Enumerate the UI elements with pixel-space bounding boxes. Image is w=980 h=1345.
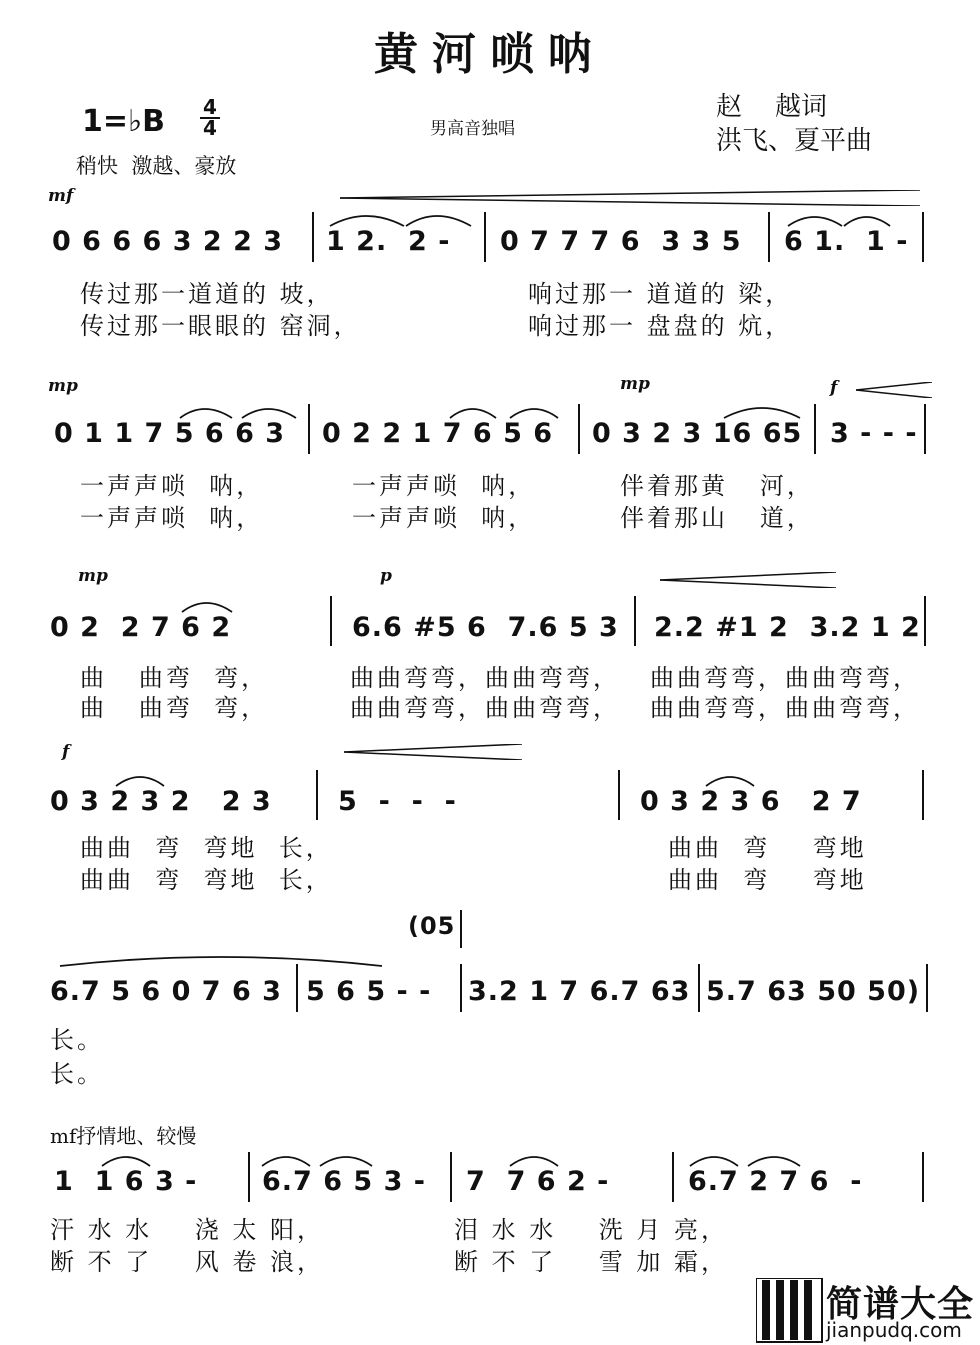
- measure-notes: 6.7 5 6 0 7 6 3: [50, 976, 282, 1007]
- measure-notes: 3 - - -: [830, 418, 918, 449]
- lyric-line-1: 伴着那黄 河，: [620, 472, 814, 500]
- measure-notes: 7 7 6 2 -: [466, 1166, 610, 1197]
- lyric-line-1: 一声声唢 呐，: [80, 472, 264, 500]
- lyric-line-2: 伴着那山 道，: [620, 504, 814, 532]
- measure-notes: 0 2 2 1 7 6 5 6: [322, 418, 554, 449]
- slur-mark: [176, 398, 306, 422]
- measure-notes: 6.7 6 5 3 -: [262, 1166, 426, 1197]
- measure-notes: 1 1 6 3 -: [54, 1166, 198, 1197]
- lyric-line-1: 长。: [50, 1026, 104, 1054]
- performance-type: 男高音独唱: [430, 119, 515, 139]
- lyric-line-2: 断 不 了 风 卷 浪，: [50, 1248, 325, 1276]
- lyric-line-1: 曲 曲弯 弯，: [80, 664, 269, 692]
- measure-notes: 0 3 2 3 16 65: [592, 418, 803, 449]
- section-marking: mf抒情地、较慢: [50, 1124, 197, 1148]
- lyric-line-2: 断 不 了 雪 加 霜，: [454, 1248, 729, 1276]
- lyric-line-1: 曲曲 弯 弯地 长，: [80, 834, 333, 862]
- dynamic-mark: f: [830, 378, 838, 398]
- watermark-url: jianpudq.com: [826, 1318, 962, 1342]
- slur-mark: [178, 592, 238, 616]
- measure-notes: 5 - - -: [338, 786, 457, 817]
- time-signature-top: 4: [203, 95, 217, 119]
- measure-notes: 2.2 #1 2 3.2 1 2: [654, 612, 921, 643]
- lyricist-credit: 赵 越词: [716, 92, 828, 122]
- dynamic-mark: mp: [78, 566, 108, 586]
- lyric-line-2: 一声声唢 呐，: [80, 504, 264, 532]
- slur-mark: [258, 1146, 378, 1170]
- slur-mark: [702, 766, 758, 790]
- lyric-line-1: 汗 水 水 浇 太 阳，: [50, 1216, 325, 1244]
- measure-notes: 5 6 5 - -: [306, 976, 432, 1007]
- measure-notes: 5.7 63 50 50): [706, 976, 921, 1007]
- slur-mark: [56, 950, 386, 970]
- tempo-marking: 稍快 激越、豪放: [76, 154, 237, 178]
- slur-mark: [506, 1146, 562, 1170]
- bracket-note: (05: [408, 912, 456, 940]
- crescendo-mark: [340, 190, 920, 206]
- crescendo-mark: [660, 572, 836, 588]
- time-signature: [200, 95, 220, 140]
- lyric-line-1: 泪 水 水 洗 月 亮，: [454, 1216, 729, 1244]
- measure-notes: 0 1 1 7 5 6 6 3: [54, 418, 286, 449]
- measure-notes: 0 7 7 7 6 3 3 5: [500, 226, 742, 257]
- lyric-line-1: 曲曲弯弯，曲曲弯弯，: [350, 664, 620, 692]
- lyric-line-1: 曲曲 弯 弯地: [668, 834, 867, 862]
- lyric-line-2: 曲曲弯弯，曲曲弯弯，: [350, 694, 620, 722]
- dynamic-mark: mf: [48, 186, 74, 206]
- lyric-line-2: 曲曲 弯 弯地: [668, 866, 867, 894]
- measure-notes: 6.7 2 7 6 -: [688, 1166, 863, 1197]
- lyric-line-1: 曲曲弯弯，曲曲弯弯，: [650, 664, 920, 692]
- lyric-line-2: 长。: [50, 1060, 104, 1088]
- lyric-line-1: 响过那一 道道的 梁，: [528, 280, 793, 308]
- measure-notes: 3.2 1 7 6.7 63: [468, 976, 691, 1007]
- lyric-line-2: 响过那一 盘盘的 炕，: [528, 312, 793, 340]
- measure-notes: 0 3 2 3 6 2 7: [640, 786, 862, 817]
- watermark-name: 简谱大全: [826, 1284, 975, 1325]
- slur-mark: [686, 1146, 806, 1170]
- dynamic-mark: f: [62, 742, 70, 762]
- lyric-line-1: 一声声唢 呐，: [352, 472, 536, 500]
- measure-notes: 6.6 #5 6 7.6 5 3: [352, 612, 619, 643]
- key-signature: 1=♭B: [82, 104, 166, 139]
- measure-notes: 0 3 2 3 2 2 3: [50, 786, 272, 817]
- time-signature-bottom: 4: [203, 116, 217, 140]
- slur-mark: [446, 398, 566, 422]
- dynamic-mark: p: [380, 566, 392, 586]
- slur-mark: [784, 206, 894, 230]
- lyric-line-2: 曲 曲弯 弯，: [80, 694, 269, 722]
- decrescendo-mark: [856, 382, 932, 398]
- lyric-line-2: 一声声唢 呐，: [352, 504, 536, 532]
- slur-mark: [112, 766, 168, 790]
- dynamic-mark: mp: [620, 374, 650, 394]
- slur-mark: [326, 206, 476, 230]
- measure-notes: 0 2 2 7 6 2: [50, 612, 232, 643]
- lyric-line-2: 曲曲弯弯，曲曲弯弯，: [650, 694, 920, 722]
- lyric-line-1: 传过那一道道的 坡，: [80, 280, 334, 308]
- lyric-line-2: 传过那一眼眼的 窑洞，: [80, 312, 361, 340]
- lyric-line-2: 曲曲 弯 弯地 长，: [80, 866, 333, 894]
- decrescendo-mark: [344, 744, 522, 760]
- measure-notes: 0 6 6 6 3 2 2 3: [52, 226, 284, 257]
- slur-mark: [98, 1146, 154, 1170]
- dynamic-mark: mp: [48, 376, 78, 396]
- measure-notes: 6 1. 1 -: [784, 226, 909, 257]
- measure-notes: 1 2. 2 -: [326, 226, 451, 257]
- song-title: 黄河唢呐: [374, 29, 606, 80]
- composer-credit: 洪飞、夏平曲: [716, 126, 873, 156]
- slur-mark: [720, 398, 806, 422]
